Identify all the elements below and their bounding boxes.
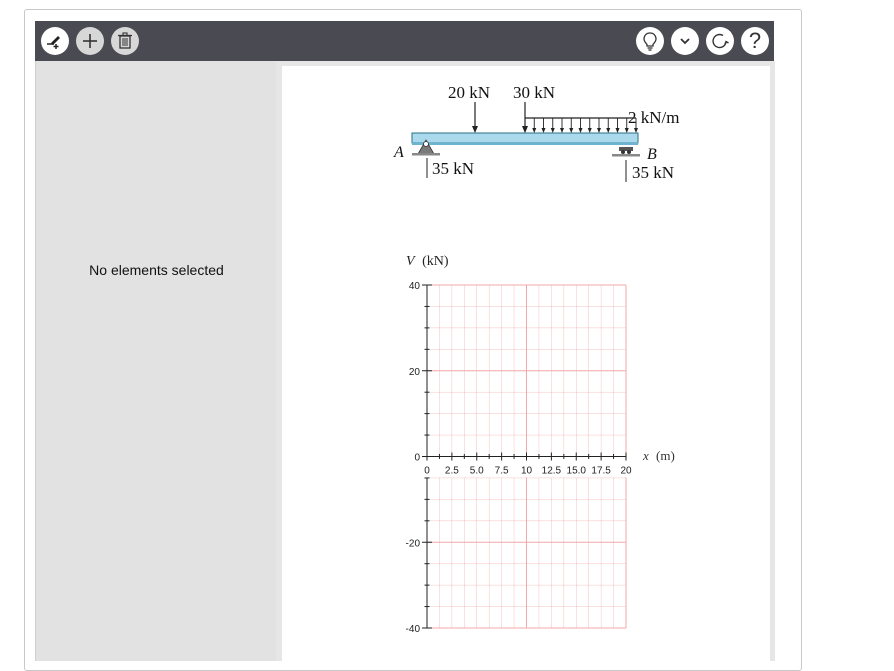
y-tick-label: 20	[408, 366, 420, 378]
add-button[interactable]	[76, 27, 104, 55]
beam	[412, 133, 638, 143]
edit-icon	[46, 32, 64, 50]
x-tick-label: 12.5	[541, 465, 562, 477]
edit-tool-button[interactable]	[41, 27, 69, 55]
x-tick-label: 5.0	[469, 465, 484, 477]
x-tick-label: 15.0	[566, 465, 586, 477]
dist-load-arrow-head	[625, 128, 629, 133]
dist-load-arrow-head	[634, 128, 638, 133]
y-tick-label: -40	[405, 624, 420, 635]
beam-figure	[393, 83, 679, 182]
dist-load-arrow-head	[569, 128, 573, 133]
selection-status: No elements selected	[89, 262, 224, 278]
plus-icon	[81, 32, 99, 50]
dist-load-arrow-head	[579, 128, 583, 133]
support-label-a: A	[394, 144, 404, 161]
x-tick-label: 10	[520, 465, 533, 477]
shear-chart	[406, 254, 675, 635]
y-tick-label: 0	[414, 452, 420, 464]
load-label-30kn: 30 kN	[512, 83, 556, 102]
x-tick-label: 0	[424, 465, 430, 477]
x-tick-label: 7.5	[494, 465, 509, 477]
support-label-b: B	[647, 146, 657, 163]
dist-load-label: 2 kN/m	[628, 108, 680, 127]
load-label-20kn: 20 kN	[447, 83, 491, 102]
y-tick-label: -20	[405, 538, 420, 550]
reaction-label-b: 35 kN	[632, 163, 675, 182]
y-axis-var: V	[406, 254, 415, 269]
toolbar	[35, 21, 774, 61]
help-button[interactable]	[741, 27, 769, 55]
y-axis-label	[406, 254, 449, 269]
x-axis-label	[642, 448, 675, 463]
canvas-svg	[282, 66, 770, 666]
dist-load-arrow-head	[616, 128, 620, 133]
drawing-canvas[interactable]	[282, 66, 770, 666]
dist-load-arrow-head	[560, 128, 564, 133]
x-axis-unit: (m)	[656, 448, 675, 463]
reset-button[interactable]	[706, 27, 734, 55]
dist-load-arrow-head	[606, 128, 610, 133]
trash-icon	[117, 32, 133, 50]
roller-support-b	[612, 147, 640, 157]
distributed-load	[523, 118, 638, 133]
y-axis-unit: (kN)	[422, 254, 449, 269]
hint-button[interactable]	[636, 27, 664, 55]
dist-load-arrow-head	[597, 128, 601, 133]
x-tick-label: 2.5	[444, 465, 459, 477]
y-tick-label: 40	[408, 281, 420, 292]
delete-button[interactable]	[111, 27, 139, 55]
sidebar	[35, 61, 277, 661]
x-axis-var: x	[643, 448, 649, 463]
point-load-arrow-20kn	[472, 102, 478, 133]
help-icon: ?	[748, 28, 762, 53]
dist-load-arrow-head	[532, 128, 536, 133]
dist-load-arrow-head	[588, 128, 592, 133]
redo-icon	[710, 31, 730, 51]
chevron-down-icon	[678, 34, 692, 48]
lightbulb-icon	[641, 31, 659, 51]
x-tick-label: 20	[620, 465, 632, 477]
reaction-label-a: 35 kN	[432, 159, 475, 178]
options-dropdown-button[interactable]	[671, 27, 699, 55]
dist-load-arrow-head	[551, 128, 555, 133]
beam-shadow	[412, 142, 638, 145]
dist-load-arrow-head	[523, 128, 527, 133]
dist-load-arrow-head	[542, 128, 546, 133]
x-tick-label: 17.5	[591, 465, 611, 477]
